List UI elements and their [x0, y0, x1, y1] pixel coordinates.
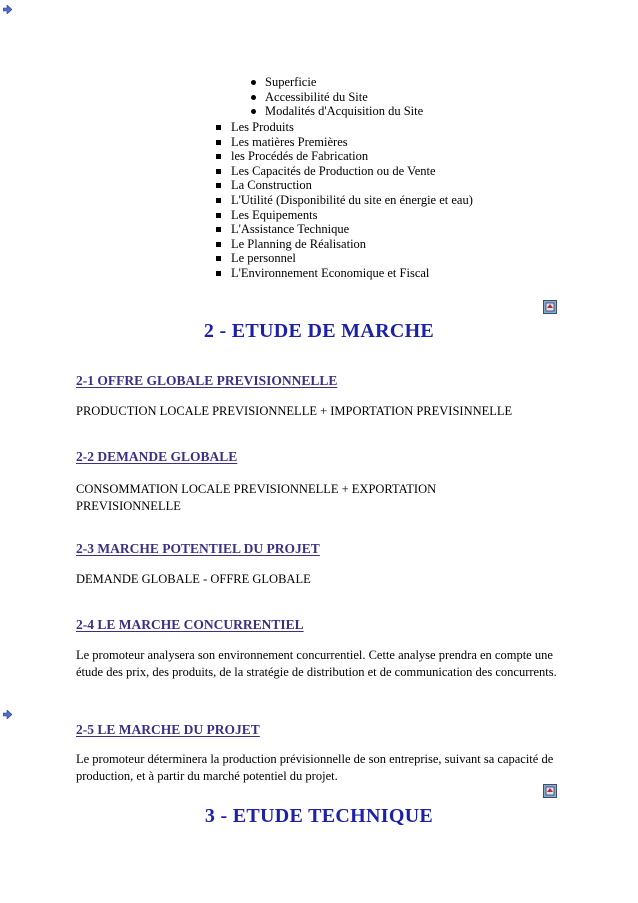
list-item: Accessibilité du Site [265, 90, 423, 105]
section-title: 3 - ETUDE TECHNIQUE [204, 805, 434, 827]
list-item: L'Utilité (Disponibilité du site en énergie et eau) [231, 192, 473, 207]
paragraph: DEMANDE GLOBALE - OFFRE GLOBALE [76, 572, 311, 586]
arrow-right-icon[interactable] [3, 5, 12, 14]
paragraph: Le promoteur déterminera la production prévisionnelle de son entreprise, suivant sa capacité de production, et à partir du marché potentiel du projet. [76, 752, 554, 783]
paragraph: CONSOMMATION LOCALE PREVISIONNELLE + EXPORTATION PREVISIONNELLE [76, 482, 437, 513]
list-item: Superficie [265, 75, 423, 90]
subsection-heading[interactable]: 2-1 OFFRE GLOBALE PREVISIONNELLE [76, 373, 338, 388]
subsection-heading[interactable]: 2-3 MARCHE POTENTIEL DU PROJET [76, 541, 320, 556]
list-item: Le personnel [231, 251, 473, 266]
list-item: Les Capacités de Production ou de Vente [231, 164, 473, 179]
list-item: L'Environnement Economique et Fiscal [231, 266, 473, 281]
subsection-heading[interactable]: 2-5 LE MARCHE DU PROJET [76, 722, 260, 737]
list-item: Les Produits [231, 120, 473, 135]
paragraph: Le promoteur analysera son environnement concurrentiel. Cette analyse prendra en compte une étude des prix, des produits, de la stratégie de distribution et de communication des concurrents. [76, 648, 557, 679]
list-item: Les matières Premières [231, 135, 473, 150]
list-item: Modalités d'Acquisition du Site [265, 104, 424, 119]
list-item: Les Equipements [231, 208, 473, 223]
subsection-heading[interactable]: 2-4 LE MARCHE CONCURRENTIEL [76, 617, 304, 632]
sub-bullet-list [265, 75, 423, 119]
back-to-top-icon[interactable] [543, 300, 557, 314]
section-title: 2 - ETUDE DE MARCHE [203, 320, 435, 342]
list-item: L'Assistance Technique [231, 222, 473, 237]
subsection-heading[interactable]: 2-2 DEMANDE GLOBALE [76, 449, 238, 464]
arrow-right-icon[interactable] [3, 710, 12, 719]
back-to-top-icon[interactable] [543, 784, 557, 798]
list-item: La Construction [231, 178, 473, 193]
main-bullet-list [231, 120, 473, 281]
paragraph: PRODUCTION LOCALE PREVISIONNELLE + IMPORTATION PREVISINNELLE [76, 404, 513, 418]
list-item: Le Planning de Réalisation [231, 237, 473, 252]
list-item: les Procédés de Fabrication [231, 149, 473, 164]
